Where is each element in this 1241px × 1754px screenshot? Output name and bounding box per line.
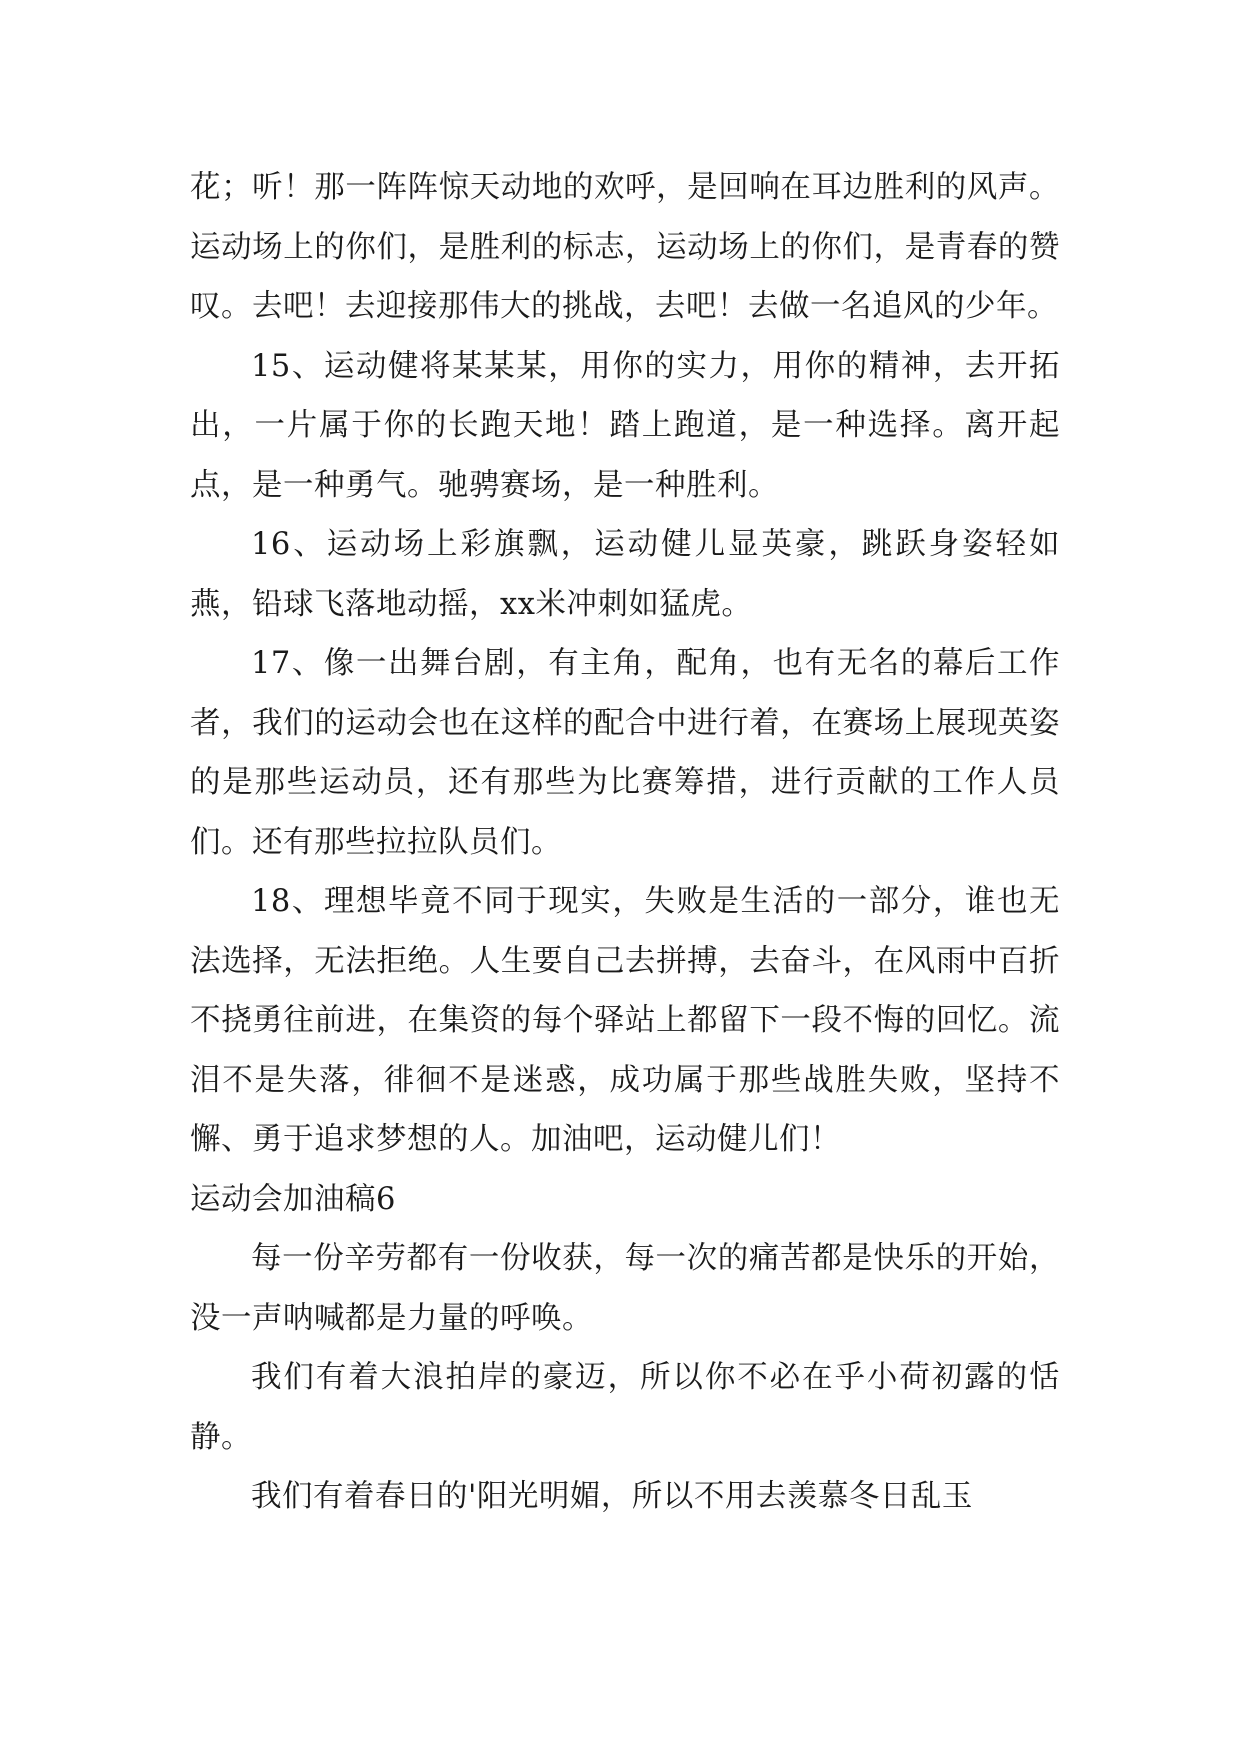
paragraph-item-15: 15、运动健将某某某，用你的实力，用你的精神，去开拓出，一片属于你的长跑天地！踏上跑道，是一种选择。离开起点，是一种勇气。驰骋赛场，是一种胜利。 [190,348,1060,503]
document-page [190,158,1060,1527]
section-heading: 运动会加油稿6 [190,1181,396,1217]
paragraph-item-16: 16、运动场上彩旗飘，运动健儿显英豪，跳跃身姿轻如燕，铅球飞落地动摇，xx米冲刺如猛虎。 [190,527,1060,622]
paragraph-continuation: 花；听！那一阵阵惊天动地的欢呼，是回响在耳边胜利的风声。运动场上的你们，是胜利的标志，运动场上的你们，是青春的赞叹。去吧！去迎接那伟大的挑战，去吧！去做一名追风的少年。 [190,170,1060,324]
paragraph-item-18: 18、理想毕竟不同于现实，失败是生活的一部分，谁也无法选择，无法拒绝。人生要自己去拼搏，去奋斗，在风雨中百折不挠勇往前进，在集资的每个驿站上都留下一段不悔的回忆。流泪不是失落，徘徊不是迷惑，成功属于那些战胜失败，坚持不懈、勇于追求梦想的人。加油吧，运动健儿们！ [190,884,1060,1157]
paragraph-body: 我们有着大浪拍岸的豪迈，所以你不必在乎小荷初露的恬静。 [190,1360,1060,1455]
paragraph-body: 我们有着春日的'阳光明媚，所以不用去羡慕冬日乱玉 [251,1479,973,1514]
paragraph-item-17: 17、像一出舞台剧，有主角，配角，也有无名的幕后工作者，我们的运动会也在这样的配合中进行着，在赛场上展现英姿的是那些运动员，还有那些为比赛筹措，进行贡献的工作人员们。还有那些拉拉队员们。 [190,646,1060,860]
paragraph-body: 每一份辛劳都有一份收获，每一次的痛苦都是快乐的开始，没一声呐喊都是力量的呼唤。 [190,1241,1060,1336]
